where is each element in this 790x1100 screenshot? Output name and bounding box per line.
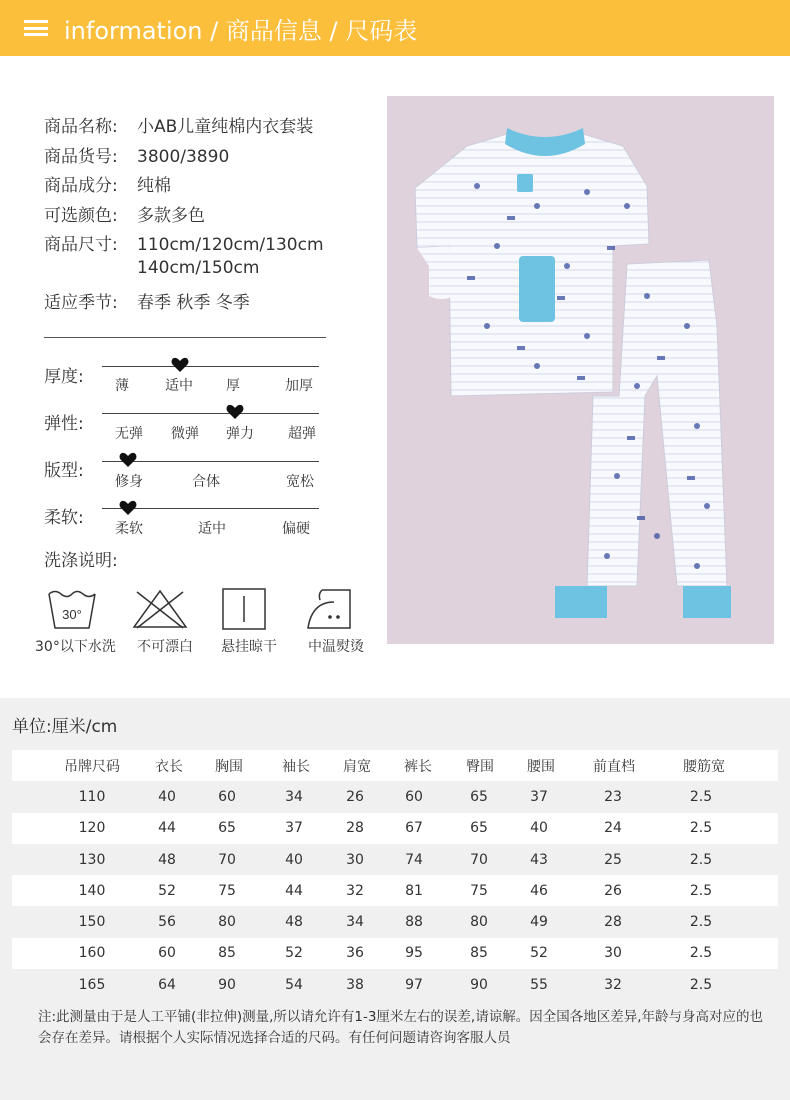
table-cell: 34 bbox=[285, 788, 303, 805]
table-cell: 65 bbox=[470, 788, 488, 805]
table-cell: 130 bbox=[78, 851, 106, 868]
table-cell: 34 bbox=[346, 914, 364, 931]
table-cell: 32 bbox=[604, 976, 622, 993]
divider bbox=[44, 337, 326, 338]
table-cell: 24 bbox=[604, 820, 622, 837]
table-cell: 85 bbox=[218, 945, 236, 962]
table-cell: 26 bbox=[604, 882, 622, 899]
wash-label: 悬挂晾干 bbox=[221, 639, 277, 655]
table-cell: 55 bbox=[530, 976, 548, 993]
table-row bbox=[12, 875, 778, 906]
scale-label-elasticity: 弹性: bbox=[44, 414, 84, 434]
table-cell: 52 bbox=[530, 945, 548, 962]
table-cell: 60 bbox=[218, 788, 236, 805]
table-cell: 40 bbox=[158, 788, 176, 805]
unit-label: 单位:厘米/cm bbox=[12, 717, 118, 737]
scale-option: 微弹 bbox=[171, 426, 199, 442]
table-header: 腰围 bbox=[527, 758, 555, 775]
scale-option: 合体 bbox=[192, 474, 220, 490]
scale-option: 弹力 bbox=[226, 426, 254, 442]
table-cell: 64 bbox=[158, 976, 176, 993]
table-cell: 165 bbox=[78, 976, 106, 993]
scale-option: 柔软 bbox=[115, 521, 143, 537]
table-cell: 160 bbox=[78, 945, 106, 962]
size-table bbox=[12, 750, 778, 1000]
list-icon bbox=[24, 18, 48, 38]
table-cell: 52 bbox=[158, 882, 176, 899]
table-header-row bbox=[12, 750, 778, 781]
scale-option: 适中 bbox=[198, 521, 226, 537]
table-header: 肩宽 bbox=[343, 758, 371, 775]
info-row-size-cont: 140cm/150cm bbox=[137, 258, 260, 278]
table-header: 前直档 bbox=[593, 758, 635, 775]
table-row bbox=[12, 844, 778, 875]
table-cell: 40 bbox=[530, 820, 548, 837]
table-cell: 56 bbox=[158, 914, 176, 931]
scale-label-fit: 版型: bbox=[44, 461, 84, 481]
scale-option: 加厚 bbox=[285, 378, 313, 394]
scale-option: 适中 bbox=[165, 378, 193, 394]
table-cell: 2.5 bbox=[689, 976, 713, 993]
page-title: information / 商品信息 / 尺码表 bbox=[64, 16, 418, 45]
scale-option: 无弹 bbox=[115, 426, 143, 442]
table-cell: 88 bbox=[405, 914, 423, 931]
scale-option: 宽松 bbox=[286, 474, 314, 490]
table-cell: 2.5 bbox=[689, 788, 713, 805]
table-cell: 23 bbox=[604, 788, 622, 805]
table-cell: 75 bbox=[470, 882, 488, 899]
heart-icon bbox=[171, 357, 189, 373]
table-cell: 2.5 bbox=[689, 882, 713, 899]
table-cell: 36 bbox=[346, 945, 364, 962]
wash-basin-icon bbox=[46, 588, 98, 632]
table-cell: 48 bbox=[158, 851, 176, 868]
table-cell: 48 bbox=[285, 914, 303, 931]
disclaimer-note: 注:此测量由于是人工平铺(非拉伸)测量,所以请允许有1-3厘米左右的误差,请谅解。因全国各地区差异,年龄与身高对应的也会存在差异。请根据个人实际情况选择合适的尺码。有任何问题请咨询客服人员 bbox=[38, 1009, 764, 1046]
table-cell: 90 bbox=[470, 976, 488, 993]
no-bleach-icon bbox=[131, 588, 189, 630]
info-row-code: 商品货号: 3800/3890 bbox=[44, 147, 230, 167]
table-cell: 75 bbox=[218, 882, 236, 899]
table-cell: 110 bbox=[78, 788, 106, 805]
table-row bbox=[12, 813, 778, 844]
table-cell: 44 bbox=[158, 820, 176, 837]
product-photo bbox=[387, 96, 774, 644]
table-cell: 25 bbox=[604, 851, 622, 868]
table-row bbox=[12, 906, 778, 937]
table-cell: 28 bbox=[346, 820, 364, 837]
hang-dry-icon bbox=[222, 588, 266, 630]
table-cell: 37 bbox=[285, 820, 303, 837]
scale-line-thickness bbox=[102, 366, 319, 367]
scale-option: 偏硬 bbox=[282, 521, 310, 537]
scale-line-elasticity bbox=[102, 413, 319, 414]
table-cell: 40 bbox=[285, 851, 303, 868]
wash-title: 洗涤说明: bbox=[44, 551, 118, 571]
table-cell: 80 bbox=[470, 914, 488, 931]
info-row-color: 可选颜色: 多款多色 bbox=[44, 206, 205, 226]
table-cell: 2.5 bbox=[689, 820, 713, 837]
wash-temp: 30° bbox=[62, 607, 82, 622]
table-cell: 60 bbox=[405, 788, 423, 805]
heart-icon bbox=[119, 452, 137, 468]
table-cell: 38 bbox=[346, 976, 364, 993]
table-cell: 74 bbox=[405, 851, 423, 868]
table-cell: 26 bbox=[346, 788, 364, 805]
header-bar bbox=[0, 0, 790, 56]
table-row bbox=[12, 969, 778, 1000]
table-cell: 120 bbox=[78, 820, 106, 837]
pajama-illustration bbox=[387, 96, 774, 644]
table-cell: 150 bbox=[78, 914, 106, 931]
table-cell: 30 bbox=[346, 851, 364, 868]
table-header: 胸围 bbox=[215, 758, 243, 775]
table-cell: 43 bbox=[530, 851, 548, 868]
table-cell: 49 bbox=[530, 914, 548, 931]
table-cell: 70 bbox=[470, 851, 488, 868]
heart-icon bbox=[226, 404, 244, 420]
table-cell: 67 bbox=[405, 820, 423, 837]
table-header: 腰筋宽 bbox=[683, 758, 725, 775]
scale-option: 厚 bbox=[226, 378, 240, 394]
scale-option: 超弹 bbox=[288, 426, 316, 442]
table-cell: 2.5 bbox=[689, 914, 713, 931]
table-header: 裤长 bbox=[404, 758, 432, 775]
scale-label-thickness: 厚度: bbox=[44, 367, 84, 387]
table-header: 臀围 bbox=[466, 758, 494, 775]
table-cell: 97 bbox=[405, 976, 423, 993]
wash-label: 不可漂白 bbox=[137, 639, 193, 655]
scale-option: 修身 bbox=[115, 474, 143, 490]
table-row bbox=[12, 781, 778, 812]
wash-label: 中温熨烫 bbox=[308, 639, 364, 655]
table-cell: 60 bbox=[158, 945, 176, 962]
table-cell: 85 bbox=[470, 945, 488, 962]
table-cell: 65 bbox=[470, 820, 488, 837]
table-cell: 2.5 bbox=[689, 851, 713, 868]
info-row-size: 商品尺寸: 110cm/120cm/130cm bbox=[44, 235, 324, 255]
scale-label-softness: 柔软: bbox=[44, 508, 84, 528]
table-cell: 37 bbox=[530, 788, 548, 805]
table-cell: 46 bbox=[530, 882, 548, 899]
table-cell: 44 bbox=[285, 882, 303, 899]
table-cell: 54 bbox=[285, 976, 303, 993]
wash-label: 30°以下水洗 bbox=[35, 639, 116, 655]
heart-icon bbox=[119, 500, 137, 516]
info-row-material: 商品成分: 纯棉 bbox=[44, 176, 171, 196]
table-cell: 140 bbox=[78, 882, 106, 899]
info-row-name: 商品名称: 小AB儿童纯棉内衣套装 bbox=[44, 117, 314, 137]
table-cell: 2.5 bbox=[689, 945, 713, 962]
table-cell: 70 bbox=[218, 851, 236, 868]
table-cell: 90 bbox=[218, 976, 236, 993]
iron-icon bbox=[306, 588, 360, 630]
table-row bbox=[12, 938, 778, 969]
table-cell: 30 bbox=[604, 945, 622, 962]
table-header: 衣长 bbox=[155, 758, 183, 775]
table-cell: 28 bbox=[604, 914, 622, 931]
info-row-season: 适应季节: 春季 秋季 冬季 bbox=[44, 293, 250, 313]
scale-option: 薄 bbox=[115, 378, 129, 394]
table-cell: 52 bbox=[285, 945, 303, 962]
table-cell: 80 bbox=[218, 914, 236, 931]
table-cell: 95 bbox=[405, 945, 423, 962]
table-cell: 32 bbox=[346, 882, 364, 899]
table-cell: 65 bbox=[218, 820, 236, 837]
table-header: 袖长 bbox=[282, 758, 310, 775]
table-cell: 81 bbox=[405, 882, 423, 899]
table-header: 吊牌尺码 bbox=[64, 758, 120, 775]
